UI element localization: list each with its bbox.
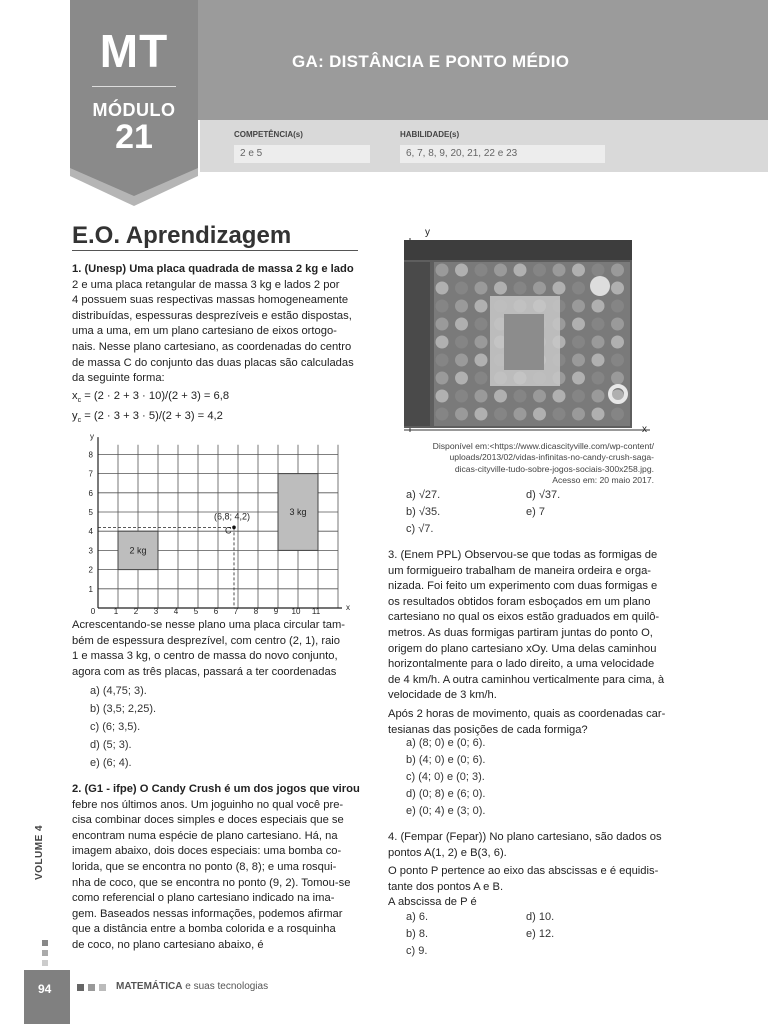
subject-code: MT [99, 25, 169, 77]
candy-piece [436, 372, 449, 385]
q2-option-c[interactable]: c) √7. [406, 523, 434, 535]
candy-crush-image [400, 226, 656, 438]
candy-piece [475, 354, 488, 367]
page-number: 94 [24, 970, 70, 1024]
caption-line: Acesso em: 20 maio 2017. [552, 475, 654, 486]
q2-line: de coco, no plano cartesiano abaixo, é [72, 938, 264, 951]
q3-line: velocidade de 3 km/h. [388, 689, 497, 702]
candy-piece [475, 336, 488, 349]
sidebar-square [42, 960, 48, 966]
q1-option-b[interactable]: b) (3,5; 2,25). [90, 703, 157, 715]
q1-after-line: 1 e massa 3 kg, o centro de massa do novo conjunto, [72, 650, 338, 663]
candy-piece [533, 264, 546, 277]
q2-line: que a distância entre a bomba colorida e a rosquinha [72, 923, 336, 936]
candy-piece [572, 300, 585, 313]
plate-label: 2 kg [129, 545, 147, 556]
candy-piece [553, 408, 566, 421]
candy-piece [494, 282, 507, 295]
q3-line: um formigueiro trabalham de maneira ordeira e orga- [388, 564, 652, 577]
competencia-label: COMPETÊNCIA(s) [234, 130, 303, 139]
footer-square [77, 984, 84, 991]
q4-option-b[interactable]: b) 8. [406, 928, 429, 940]
candy-piece [553, 264, 566, 277]
candy-piece [436, 408, 449, 421]
q1-after-line: Acrescentando-se nesse plano uma placa circular tam- [72, 619, 345, 631]
q3-line: nizada. Foi feito um experimento com duas formigas e [388, 580, 658, 593]
q1-line: uma a uma, em um plano cartesiano de eixos ortogo- [72, 325, 337, 338]
game-axis-y: y [425, 227, 430, 238]
candy-piece [611, 354, 624, 367]
candy-piece [514, 390, 527, 403]
x-axis-label: x [346, 603, 350, 612]
question-1 [72, 262, 362, 428]
footer-square [99, 984, 106, 991]
y-tick-label: 7 [88, 469, 93, 479]
candy-piece [592, 354, 605, 367]
q2-line: imagem abaixo, dois doces especiais: uma bomba co- [72, 845, 342, 858]
q1-line: 1. (Unesp) Uma placa quadrada de massa 2 kg e lado [72, 263, 354, 275]
candy-piece [592, 300, 605, 313]
candy-piece [455, 390, 468, 403]
q1-line: da seguinte forma: [72, 372, 165, 385]
candy-piece [572, 354, 585, 367]
question-2 [72, 782, 362, 954]
candy-piece [475, 372, 488, 385]
q2-line: nha de coco, que se encontra no ponto (9, 2). Tomou-se [72, 876, 351, 889]
q1-line: 4 possuem suas respectivas massas homogeneamente [72, 294, 349, 307]
x-tick-label: 9 [273, 607, 279, 615]
candy-piece [611, 408, 624, 421]
candy-piece [611, 282, 624, 295]
point-label: C [225, 525, 232, 536]
x-tick-label: 6 [213, 607, 219, 615]
q1-chart [80, 430, 350, 615]
habilidade-label: HABILIDADE(s) [400, 130, 460, 139]
q3-line: tesianas das posições de cada formiga? [388, 723, 588, 736]
q1-option-c[interactable]: c) (6; 3,5). [90, 721, 141, 733]
candy-piece [592, 336, 605, 349]
q3-option-b[interactable]: b) (4; 0) e (0; 6). [406, 754, 486, 766]
candy-piece [514, 408, 527, 421]
q2-line: cisa combinar doces simples e doces especiais que se [72, 814, 344, 827]
candy-piece [455, 300, 468, 313]
plate-label: 3 kg [289, 507, 307, 517]
module-label: MÓDULO [92, 100, 176, 120]
footer-square [88, 984, 95, 991]
x-tick-label: 7 [233, 607, 239, 615]
q1-after-line: agora com as três placas, passará a ter coordenadas [72, 665, 337, 678]
q3-option-d[interactable]: d) (0; 8) e (6; 0). [406, 788, 486, 800]
sidebar-square [42, 940, 48, 946]
candy-piece [611, 300, 624, 313]
center-of-mass-point [232, 526, 236, 530]
candy-piece [592, 408, 605, 421]
q3-option-e[interactable]: e) (0; 4) e (3; 0). [406, 805, 486, 817]
candy-piece [475, 318, 488, 331]
x-tick-label: 2 [133, 607, 139, 615]
candy-piece [533, 408, 546, 421]
q3-option-a[interactable]: a) (8; 0) e (0; 6). [406, 737, 486, 749]
q1-formula-x: $x_c = (2 \cdot 2 + 3 \cdot 10)/(2 + 3) = 6,8$ [72, 389, 230, 404]
candy-piece [436, 354, 449, 367]
x-tick-label: 3 [153, 607, 159, 615]
x-tick-label: 8 [253, 607, 259, 615]
q4-option-e[interactable]: e) 12. [526, 928, 555, 940]
x-tick-label: 11 [311, 607, 321, 615]
caption-line: Disponível em:<https://www.dicascityville.com/wp-content/ [432, 441, 654, 451]
question-3 [388, 548, 678, 738]
candy-piece [436, 282, 449, 295]
candy-piece [475, 282, 488, 295]
question-4 [388, 830, 678, 911]
q2-line: como referencial o plano cartesiano indicado na ima- [72, 892, 335, 905]
page-title: GA: DISTÂNCIA E PONTO MÉDIO [292, 52, 570, 71]
candy-piece [572, 282, 585, 295]
q1-formula-y: $y_c = (2 \cdot 3 + 3 \cdot 5)/(2 + 3) = 4,2$ [72, 409, 223, 424]
candy-piece [572, 264, 585, 277]
y-axis-label: y [90, 432, 94, 442]
candy-piece [475, 390, 488, 403]
candy-piece [553, 390, 566, 403]
x-tick-label: 5 [193, 607, 199, 615]
q3-line: metros. As duas formigas partiram juntas do ponto O, [388, 626, 653, 639]
habilidade-value: 6, 7, 8, 9, 20, 21, 22 e 23 [400, 145, 605, 163]
game-axis-x: x [642, 424, 647, 435]
q1-option-d[interactable]: d) (5; 3). [90, 739, 132, 751]
y-tick-label: 4 [88, 527, 93, 537]
module-number: 21 [115, 118, 153, 156]
candy-piece [572, 408, 585, 421]
candy-piece [455, 318, 468, 331]
q3-line: horizontalmente para o lado direito, a uma velocidade [388, 658, 655, 671]
q4-line: A abscissa de P é [388, 896, 477, 909]
q3-line: Após 2 horas de movimento, quais as coordenadas car- [388, 707, 666, 720]
candy-piece [572, 390, 585, 403]
q4-option-d[interactable]: d) 10. [526, 911, 555, 923]
q4-option-a[interactable]: a) 6. [406, 911, 429, 923]
q2-option-a[interactable]: a) √27. [406, 489, 441, 501]
candy-piece [455, 264, 468, 277]
footer-subject: MATEMÁTICA e suas tecnologias [116, 981, 269, 992]
candy-piece [455, 372, 468, 385]
section-divider [72, 250, 358, 251]
q4-line: pontos A(1, 2) e B(3, 6). [388, 846, 507, 859]
candy-piece [572, 372, 585, 385]
q3-option-c[interactable]: c) (4; 0) e (0; 3). [406, 771, 485, 783]
q4-line: tante dos pontos A e B. [388, 880, 504, 893]
y-tick-label: 8 [88, 450, 93, 460]
q2-line: 2. (G1 - ifpe) O Candy Crush é um dos jogos que virou [72, 783, 360, 795]
q2-option-d[interactable]: d) √37. [526, 489, 561, 501]
candy-piece [455, 282, 468, 295]
candy-piece [592, 390, 605, 403]
y-tick-label: 2 [88, 565, 93, 575]
candy-piece [572, 336, 585, 349]
q2-line: lorida, que se encontra no ponto (8, 8); e uma rosqui- [72, 860, 337, 873]
candy-piece [514, 282, 527, 295]
q2-line: encontram numa espécie de plano cartesiano. Há, na [72, 829, 338, 842]
candy-piece [514, 264, 527, 277]
candy-piece [494, 264, 507, 277]
q3-line: origem do plano cartesiano xOy. Uma delas caminhou [388, 642, 657, 655]
candy-piece [455, 354, 468, 367]
q1-after-line: bém de espessura desprezível, com centro (2, 1), raio [72, 634, 341, 647]
q3-line: os resultados obtidos foram esboçados em um plano [388, 595, 651, 608]
candy-piece [436, 318, 449, 331]
point-coordinates: (6,8; 4,2) [214, 511, 251, 522]
q2-option-e[interactable]: e) 7 [526, 506, 545, 518]
y-tick-label: 3 [88, 546, 93, 556]
q1-line: de massa C do conjunto das duas placas são calculadas [72, 356, 354, 369]
candy-piece [475, 408, 488, 421]
candy-piece [572, 318, 585, 331]
image-caption [404, 441, 654, 487]
q4-line: O ponto P pertence ao eixo das abscissas e é equidis- [388, 865, 659, 878]
q2-option-b[interactable]: b) √35. [406, 506, 441, 518]
competencia-value: 2 e 5 [234, 145, 370, 163]
q3-line: cartesiano no qual os eixos estão graduados em quilô- [388, 611, 660, 624]
sidebar-square [42, 950, 48, 956]
candy-piece [494, 390, 507, 403]
caption-line: dicas-cityville-tudo-sobre-jogos-sociais-300x258.jpg. [454, 463, 654, 474]
q1-option-e[interactable]: e) (6; 4). [90, 757, 132, 769]
q1-line: distribuídas, espessuras desprezíveis e estão dispostas, [72, 309, 352, 322]
q2-line: febre nos últimos anos. Um joguinho no qual você pre- [72, 798, 344, 811]
x-tick-label: 4 [173, 607, 179, 615]
candy-piece [592, 264, 605, 277]
candy-piece [533, 390, 546, 403]
candy-piece [475, 300, 488, 313]
y-tick-label: 6 [88, 488, 93, 498]
candy-piece [436, 336, 449, 349]
q3-line: 3. (Enem PPL) Observou-se que todas as formigas de [388, 549, 658, 561]
q1-line: nais. Nesse plano cartesiano, as coordenadas do centro [72, 340, 352, 353]
caption-line: uploads/2013/02/vidas-infinitas-no-candy-crush-saga- [449, 452, 654, 463]
candy-piece [494, 408, 507, 421]
q2-line: gem. Baseados nessas informações, podemos afirmar [72, 907, 343, 920]
candy-piece [611, 336, 624, 349]
q1-option-a[interactable]: a) (4,75; 3). [90, 685, 147, 697]
y-tick-label: 5 [88, 508, 93, 517]
candy-piece [436, 300, 449, 313]
volume-label: VOLUME 4 [34, 824, 45, 880]
q4-line: 4. (Fempar (Fepar)) No plano cartesiano, são dados os [388, 831, 662, 843]
q4-option-c[interactable]: c) 9. [406, 945, 428, 957]
candy-piece [611, 318, 624, 331]
x-tick-label: 0 [90, 607, 96, 615]
y-tick-label: 1 [88, 584, 93, 594]
section-title: E.O. Aprendizagem [72, 222, 292, 249]
candy-piece [455, 336, 468, 349]
candy-piece [611, 264, 624, 277]
q1-continuation [72, 618, 362, 680]
candy-piece [533, 282, 546, 295]
candy-piece [455, 408, 468, 421]
q1-line: 2 e uma placa retangular de massa 3 kg e lados 2 por [72, 278, 340, 291]
x-tick-label: 1 [113, 607, 119, 615]
candy-piece [592, 318, 605, 331]
badge-divider [92, 86, 176, 87]
candy-piece [475, 264, 488, 277]
candy-piece [611, 372, 624, 385]
candy-piece [436, 264, 449, 277]
candy-piece [553, 282, 566, 295]
q3-line: de 4 km/h. A outra caminhou verticalmente para cima, à [388, 673, 665, 686]
x-tick-label: 10 [291, 607, 301, 615]
candy-piece [592, 372, 605, 385]
candy-piece [436, 390, 449, 403]
